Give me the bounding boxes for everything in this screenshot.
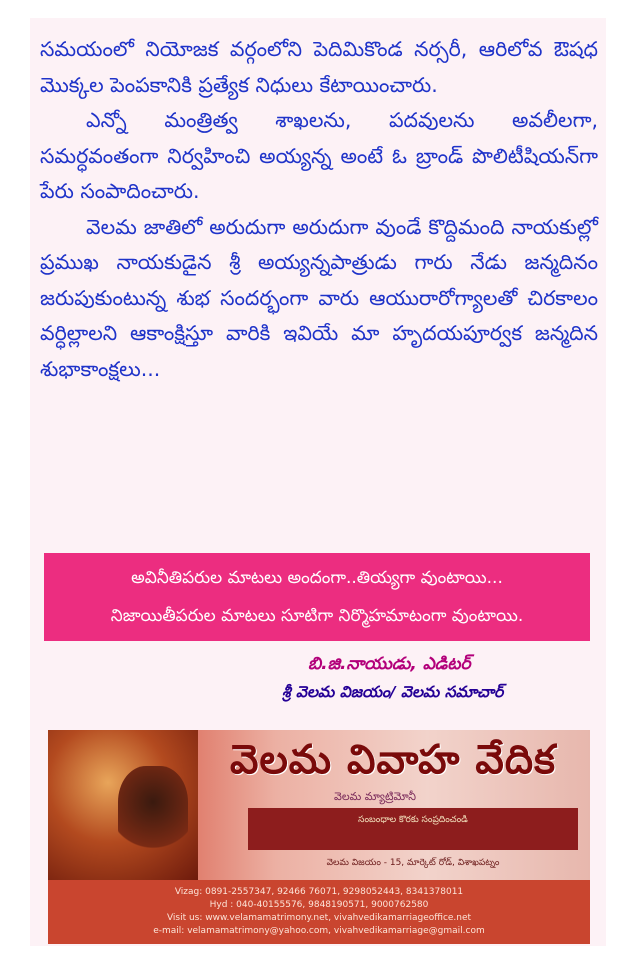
ad-tagline: సంబంధాల కొరకు సంప్రదించండి — [248, 808, 578, 850]
article-paragraph-2: ఎన్నో మంత్రిత్వ శాఖలను, పదవులను అవలీలగా, సమర్ధవంతంగా నిర్వహించి అయ్యన్న అంటే ఓ బ్రాండ్ పొలిటీషియన్‌గా పేరు సంపాదించారు. — [40, 108, 598, 203]
publication-name: శ్రీ వెలమ విజయం/ వెలమ సమాచార్ — [282, 683, 504, 701]
article-paragraph-1: సమయంలో నియోజక వర్గంలోని పెదిమికొండ నర్సరీ, ఆరిలోవ ఔషధ మొక్కల పెంపకానికి ప్రత్యేక నిధులు కేటాయించారు. — [40, 37, 598, 97]
newspaper-page — [30, 18, 606, 946]
ad-website: Visit us: www.velamamatrimony.net, vivahvedikamarriageoffice.net — [166, 913, 472, 923]
matrimony-advertisement — [48, 730, 590, 944]
ad-phones: Vizag: 0891-2557347, 92466 76071, 9298052443, 8341378011 — [174, 887, 464, 897]
ad-address: వెలమ విజయం - 15, మార్కెట్ రోడ్, విశాఖపట్నం — [326, 858, 500, 868]
ad-title: వెలమ వివాహ వేదిక — [230, 736, 556, 783]
wedding-photo-detail — [118, 766, 188, 856]
editor-signature: బి.జి.నాయుడు, ఎడిటర్ — [308, 654, 471, 674]
ad-subtitle: వెలమ మ్యాట్రిమోనీ — [334, 790, 417, 803]
ad-hyd-phones: Hyd : 040-40155576, 9848190571, 9000762580 — [209, 900, 429, 910]
ad-email: e-mail: velamamatrimony@yahoo.com, vivahvedikamarriage@gmail.com — [153, 926, 485, 936]
quote-line-2: నిజాయితీపరుల మాటలు సూటిగా నిర్మొహమాటంగా వుంటాయి. — [110, 606, 524, 626]
article-paragraph-3: వెలమ జాతిలో అరుదుగా అరుదుగా వుండే కొద్దిమంది నాయకుల్లో ప్రముఖ నాయకుడైన శ్రీ అయ్యన్నపాత్రుడు గారు నేడు జన్మదినం జరుపుకుంటున్న శుభ సందర్భంగా వారు ఆయురారోగ్యాలతో చిరకాలం వర్ధిల్లాలని ఆకాంక్షిస్తూ వారికి ఇవియే మా హృదయపూర్వక జన్మదిన శుభాకాంక్షలు... — [40, 214, 598, 381]
quote-banner — [44, 553, 590, 641]
quote-line-1: అవినీతిపరుల మాటలు అందంగా..తియ్యగా వుంటాయి... — [131, 568, 503, 588]
article-body — [40, 32, 598, 387]
ad-contact-band — [48, 880, 590, 944]
